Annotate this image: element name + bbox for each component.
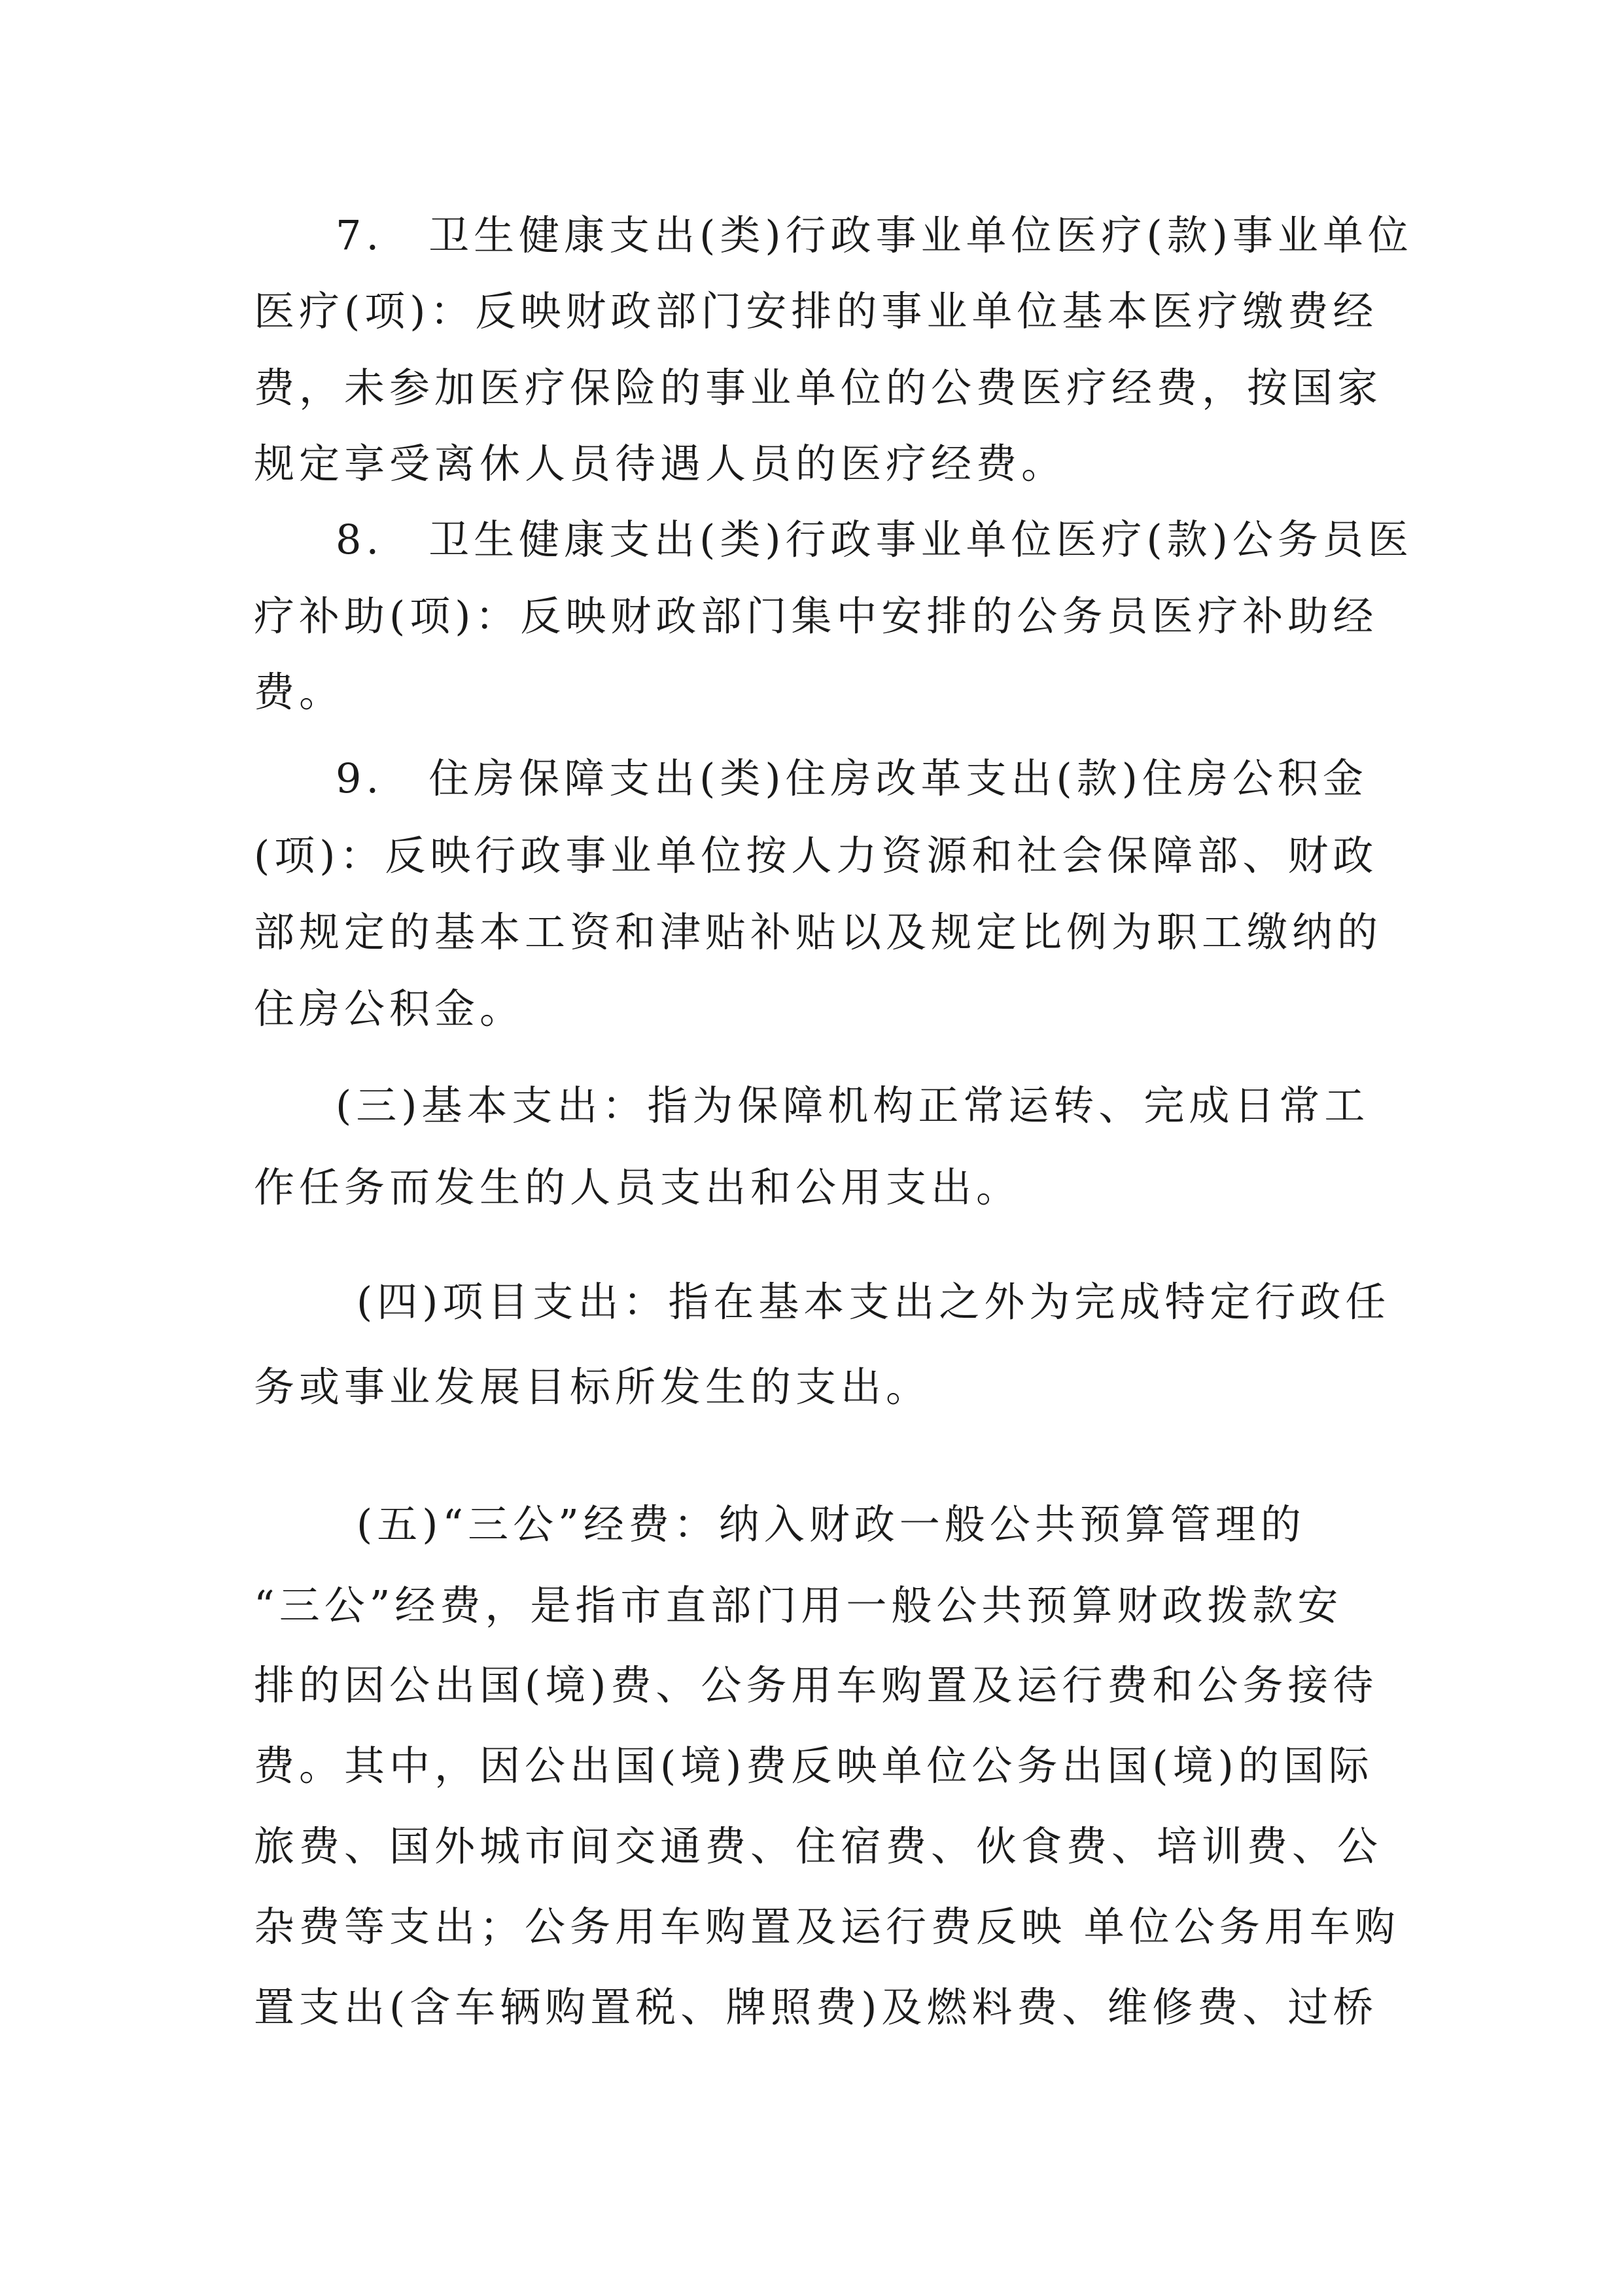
section-4-line-1: (四)项目支出：指在基本支出之外为完成特定行政任	[357, 1278, 1391, 1326]
paragraph-8-line-1: 8. 卫生健康支出(类)行政事业单位医疗(款)公务员医	[336, 516, 1413, 563]
paragraph-9-line-3: 部规定的基本工资和津贴补贴以及规定比例为职工缴纳的	[254, 908, 1383, 956]
section-3-line-2: 作任务而发生的人员支出和公用支出。	[254, 1163, 1022, 1211]
paragraph-8-line-2: 疗补助(项)：反映财政部门集中安排的公务员医疗补助经	[254, 592, 1378, 640]
paragraph-7-line-2: 医疗(项)：反映财政部门安排的事业单位基本医疗缴费经	[254, 287, 1378, 335]
section-5-line-2: “三公”经费，是指市直部门用一般公共预算财政拨款安	[254, 1581, 1343, 1629]
section-5-line-1: (五)“三公”经费：纳入财政一般公共预算管理的	[357, 1500, 1306, 1548]
section-5-line-3: 排的因公出国(境)费、公务用车购置及运行费和公务接待	[254, 1661, 1378, 1709]
section-5-line-4: 费。其中，因公出国(境)费反映单位公务出国(境)的国际	[254, 1742, 1374, 1790]
section-4-line-2: 务或事业发展目标所发生的支出。	[254, 1363, 932, 1411]
paragraph-8-line-3: 费。	[254, 668, 345, 716]
paragraph-7-line-3: 费，未参加医疗保险的事业单位的公费医疗经费，按国家	[254, 364, 1383, 412]
paragraph-9-line-4: 住房公积金。	[254, 985, 525, 1033]
section-5-line-7: 置支出(含车辆购置税、牌照费)及燃料费、维修费、过桥	[254, 1983, 1378, 2031]
section-5-line-5: 旅费、国外城市间交通费、住宿费、伙食费、培训费、公	[254, 1822, 1383, 1870]
section-5-line-6: 杂费等支出；公务用车购置及运行费反映 单位公务用车购	[254, 1903, 1400, 1951]
paragraph-9-line-1: 9. 住房保障支出(类)住房改革支出(款)住房公积金	[336, 754, 1368, 802]
section-3-line-1: (三)基本支出：指为保障机构正常运转、完成日常工	[336, 1082, 1370, 1129]
paragraph-7-line-1: 7. 卫生健康支出(类)行政事业单位医疗(款)事业单位	[336, 211, 1413, 259]
paragraph-9-line-2: (项)：反映行政事业单位按人力资源和社会保障部、财政	[254, 832, 1378, 879]
paragraph-7-line-4: 规定享受离休人员待遇人员的医疗经费。	[254, 440, 1067, 487]
